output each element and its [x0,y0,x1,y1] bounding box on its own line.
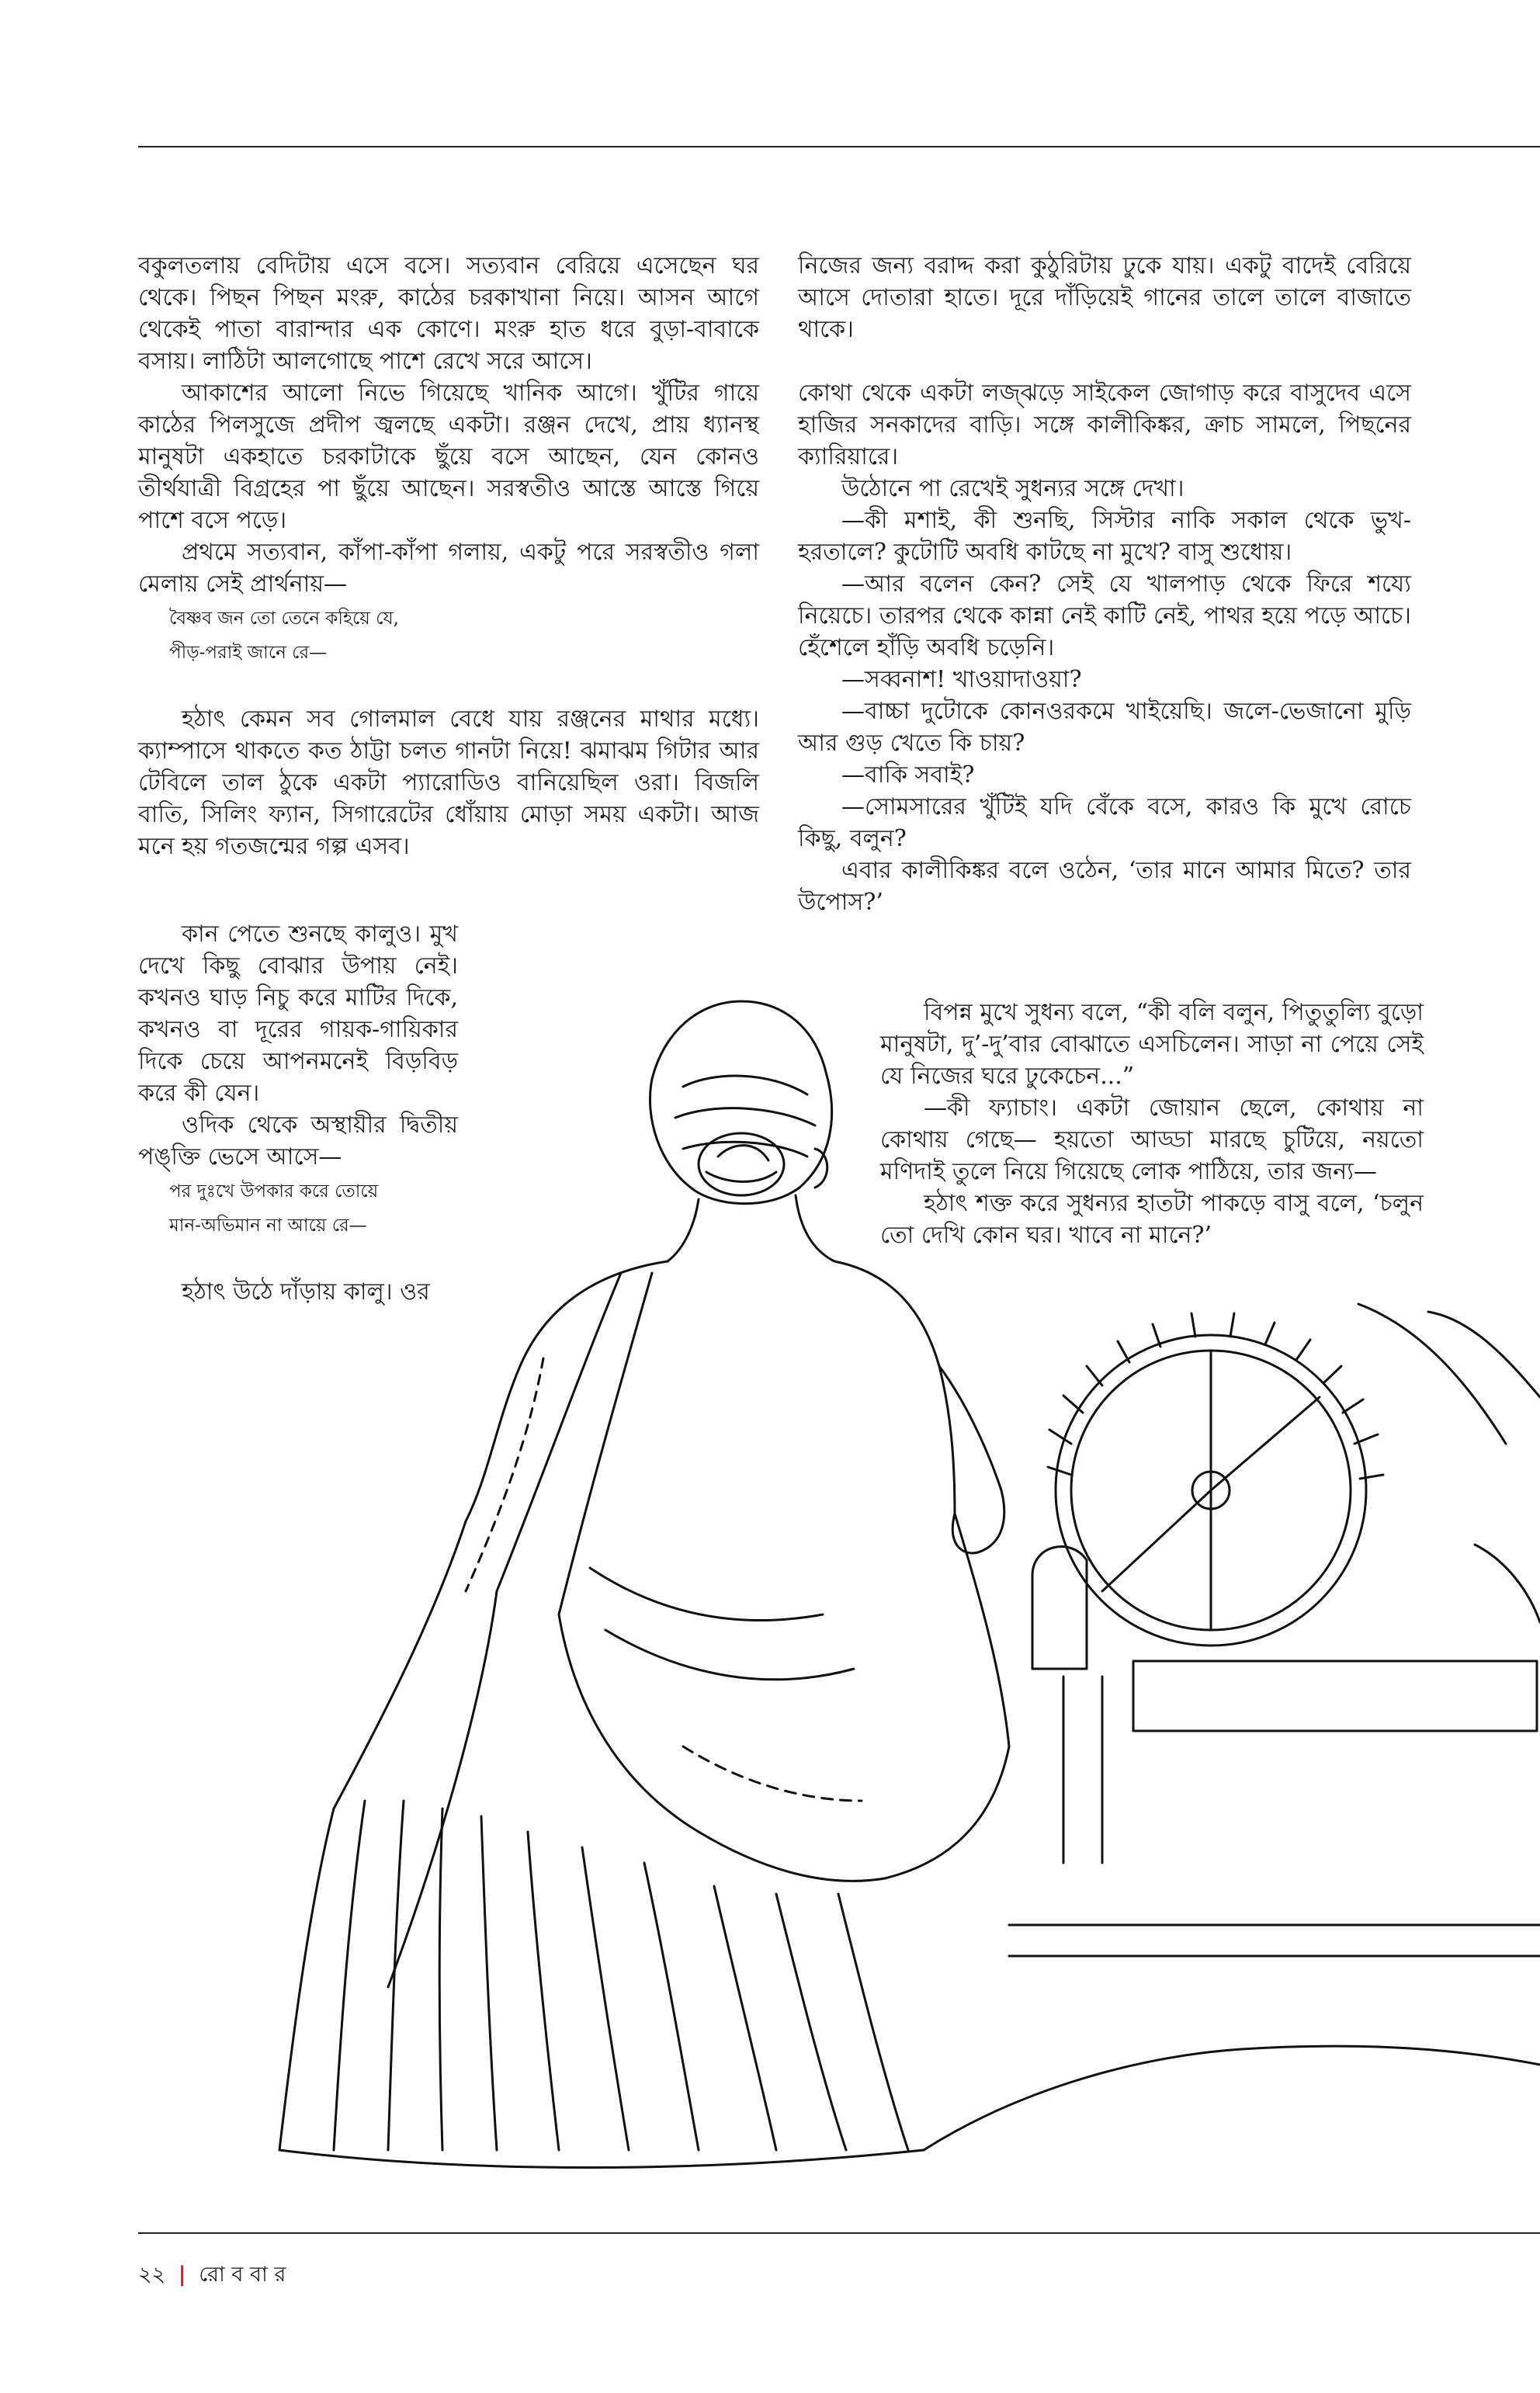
right-paragraph-1: নিজের জন্য বরাদ্দ করা কুঠুরিটায় ঢুকে যায়। একটু বাদেই বেরিয়ে আসে দোতারা হাতে। দূরে দাঁড়িয়েই গানের তালে তালে বাজাতে থাকে। [798,252,1411,343]
right-paragraph-3: উঠোনে পা রেখেই সুধন্যর সঙ্গে দেখা। [841,475,1184,502]
right-paragraph-2: কোথা থেকে একটা লজ্‌ঝড়ে সাইকেল জোগাড় করে বাসুদেব এসে হাজির সনকাদের বাড়ি। সঙ্গে কালীকিঙ্কর, ক্রাচ সামলে, পিছনের ক্যারিয়ারে। [798,380,1411,470]
header-rule [138,146,1540,147]
verse-line-2: পীড়-পরাই জানে রে— [169,643,328,663]
footer-rule [138,2232,1540,2234]
page-number: ২২ [138,2263,166,2287]
right-paragraph-5: —আর বলেন কেন? সেই যে খালপাড় থেকে ফিরে শয্যে নিয়েচে। তারপর থেকে কান্না নেই কাটি নেই, পাথর হয়ে পড়ে আচে। হেঁশেলে হাঁড়ি অবধি চড়েনি। [798,571,1411,661]
left-column [138,250,759,862]
verse-line-1: বৈষ্ণব জন তো তেনে কহিয়ে যে, [169,609,399,629]
back-outline [466,1261,668,1521]
right-paragraph-4: —কী মশাই, কী শুনছি, সিস্টার নাকি সকাল থেকে ভুখ-হরতালে? কুটোটি অবধি কাটছে না মুখে? বাসু শুধোয়। [798,507,1411,566]
page-footer [138,2259,286,2294]
right-paragraph-12: —কী ফ্যাচাং। একটা জোয়ান ছেলে, কোথায় না কোথায় গেছে— হয়তো আড্ডা মারছে চুটিয়ে, নয়তো মণিদাই তুলে নিয়ে গিয়েছে লোক পাঠিয়ে, তার জন্য— [880,1094,1424,1185]
left-paragraph-1: বকুলতলায় বেদিটায় এসে বসে। সত্যবান বেরিয়ে এসেছেন ঘর থেকে। পিছন পিছন মংরু, কাঠের চরকাখানা নিয়ে। আসন আগে থেকেই পাতা বারান্দার এক কোণে। মংরু হাত ধরে বুড়া-বাবাকে বসায়। লাঠিটা আলগোছে পাশে রেখে সরে আসে। [138,252,759,375]
left-paragraph-2: আকাশের আলো নিভে গিয়েছে খানিক আগে। খুঁটির গায়ে কাঠের পিলসুজে প্রদীপ জ্বলছে একটা। রঞ্জন দেখে, প্রায় ধ্যানস্থ মানুষটা একহাতে চরকাটাকে ছুঁয়ে বসে আছেন, যেন কোনও তীর্থযাত্রী বিগ্রহের পা ছুঁয়ে আছেন। সরস্বতীও আস্তে আস্তে গিয়ে পাশে বসে পড়ে। [138,380,759,534]
left-column-narrow [138,918,458,1308]
right-column-narrow [880,997,1424,1251]
footer-separator: | [178,2263,186,2287]
right-paragraph-10: এবার কালীকিঙ্কর বলে ওঠেন, ‘তার মানে আমার মিতে? তার উপোস?’ [798,857,1411,916]
right-column [798,250,1411,918]
left-paragraph-6: ওদিক থেকে অস্থায়ীর দ্বিতীয় পঙ্‌ক্তি ভেসে আসে— [138,1112,458,1170]
right-paragraph-7: —বাচ্চা দুটোকে কোনওরকমে খাইয়েছি। জলে-ভেজানো মুড়ি আর গুড় খেতে কি চায়? [798,698,1411,757]
magazine-name: রো ব বা র [199,2263,286,2287]
right-paragraph-9: —সোমসারের খুঁটিই যদি বেঁকে বসে, কারও কি মুখে রোচে কিছু, বলুন? [798,793,1411,852]
right-paragraph-11: বিপন্ন মুখে সুধন্য বলে, “কী বলি বলুন, পিতুতুল্যি বুড়ো মানুষটা, দু’-দু’বার বোঝাতে এসচিলেন। সাড়া না পেয়ে সেই যে নিজের ঘরে ঢুকেচেন...” [880,999,1424,1090]
verse-line-3: পর দুঃখে উপকার করে তোয়ে [169,1181,379,1202]
right-paragraph-6: —সব্বনাশ! খাওয়াদাওয়া? [841,666,1082,693]
left-paragraph-7: হঠাৎ উঠে দাঁড়ায় কালু। ওর [182,1278,430,1306]
left-paragraph-4: হঠাৎ কেমন সব গোলমাল বেধে যায় রঞ্জনের মাথার মধ্যে। ক্যাম্পাসে থাকতে কত ঠাট্টা চলত গানটা নিয়ে! ঝমাঝম গিটার আর টেবিলে তাল ঠুকে একটা প্যারোডিও বানিয়েছিল ওরা। বিজলি বাতি, সিলিং ফ্যান, সিগারেটের ধোঁয়ায় মোড়া সময় একটা। আজ মনে হয় গতজন্মের গল্প এসব। [138,706,759,860]
verse-line-4: মান-অভিমান না আয়ে রে— [169,1216,367,1236]
left-paragraph-5: কান পেতে শুনছে কালুও। মুখ দেখে কিছু বোঝার উপায় নেই। কখনও ঘাড় নিচু করে মাটির দিকে, কখনও বা দূরের গায়ক-গায়িকার দিকে চেয়ে আপনমনেই বিড়বিড় করে কী যেন। [138,921,458,1107]
left-paragraph-3: প্রথমে সত্যবান, কাঁপা-কাঁপা গলায়, একটু পরে সরস্বতীও গলা মেলায় সেই প্রার্থনায়— [138,539,759,598]
hair-bun-outline [650,1001,831,1204]
spinning-wheel [1032,1304,1540,1863]
right-paragraph-13: হঠাৎ শক্ত করে সুধন্যর হাতটা পাকড়ে বাসু বলে, ‘চলুন তো দেখি কোন ঘর। খাবে না মানে?’ [880,1190,1424,1249]
right-paragraph-8: —বাকি সবাই? [841,761,975,789]
